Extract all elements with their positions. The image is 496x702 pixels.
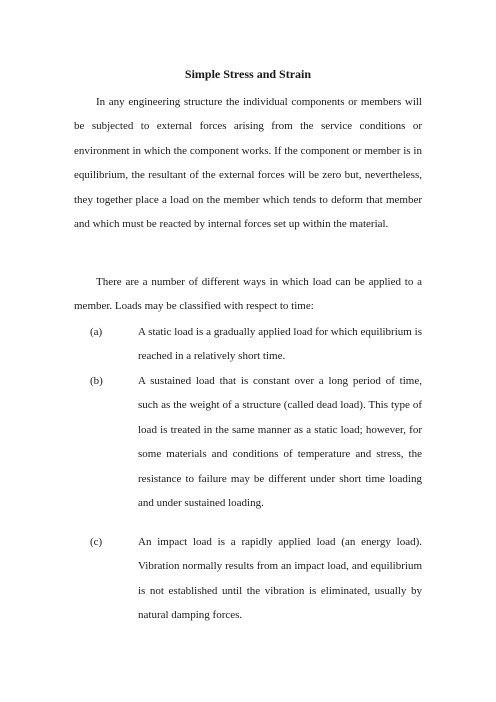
list-item-impact-load — [74, 530, 422, 628]
list-item-marker: (c) — [90, 536, 103, 548]
list-item-static-load — [74, 320, 422, 369]
document-title: Simple Stress and Strain — [184, 67, 312, 81]
paragraph-intro: In any engineering structure the individual components or members will be subjected to external forces arising from the service conditions or environment in which the component works. If the component or member is in equilibrium, the resultant of the external forces will be zero but, nevertheless, they together place a load on the member which tends to deform that member and which must be reacted by internal forces set up within the material. — [74, 96, 422, 231]
list-item-marker: (a) — [90, 326, 103, 338]
list-item-text: A sustained load that is constant over a long period of time, such as the weight of a structure (called dead load). This type of load is treated in the same manner as a static load; however, for some materials and conditions of temperature and stress, the resistance to failure may be different under short time loading and under sustained loading. — [138, 375, 422, 510]
list-item-marker: (b) — [90, 375, 103, 387]
paragraph-load-types: There are a number of different ways in which load can be applied to a member. Loads may be classified with respect to time: — [74, 276, 422, 313]
list-item-text: An impact load is a rapidly applied load (an energy load). Vibration normally results from an impact load, and equilibrium is not established until the vibration is eliminated, usually by natural damping forces. — [138, 536, 422, 622]
list-item-sustained-load — [74, 369, 422, 515]
list-item-text: A static load is a gradually applied load for which equilibrium is reached in a relatively short time. — [138, 326, 422, 363]
